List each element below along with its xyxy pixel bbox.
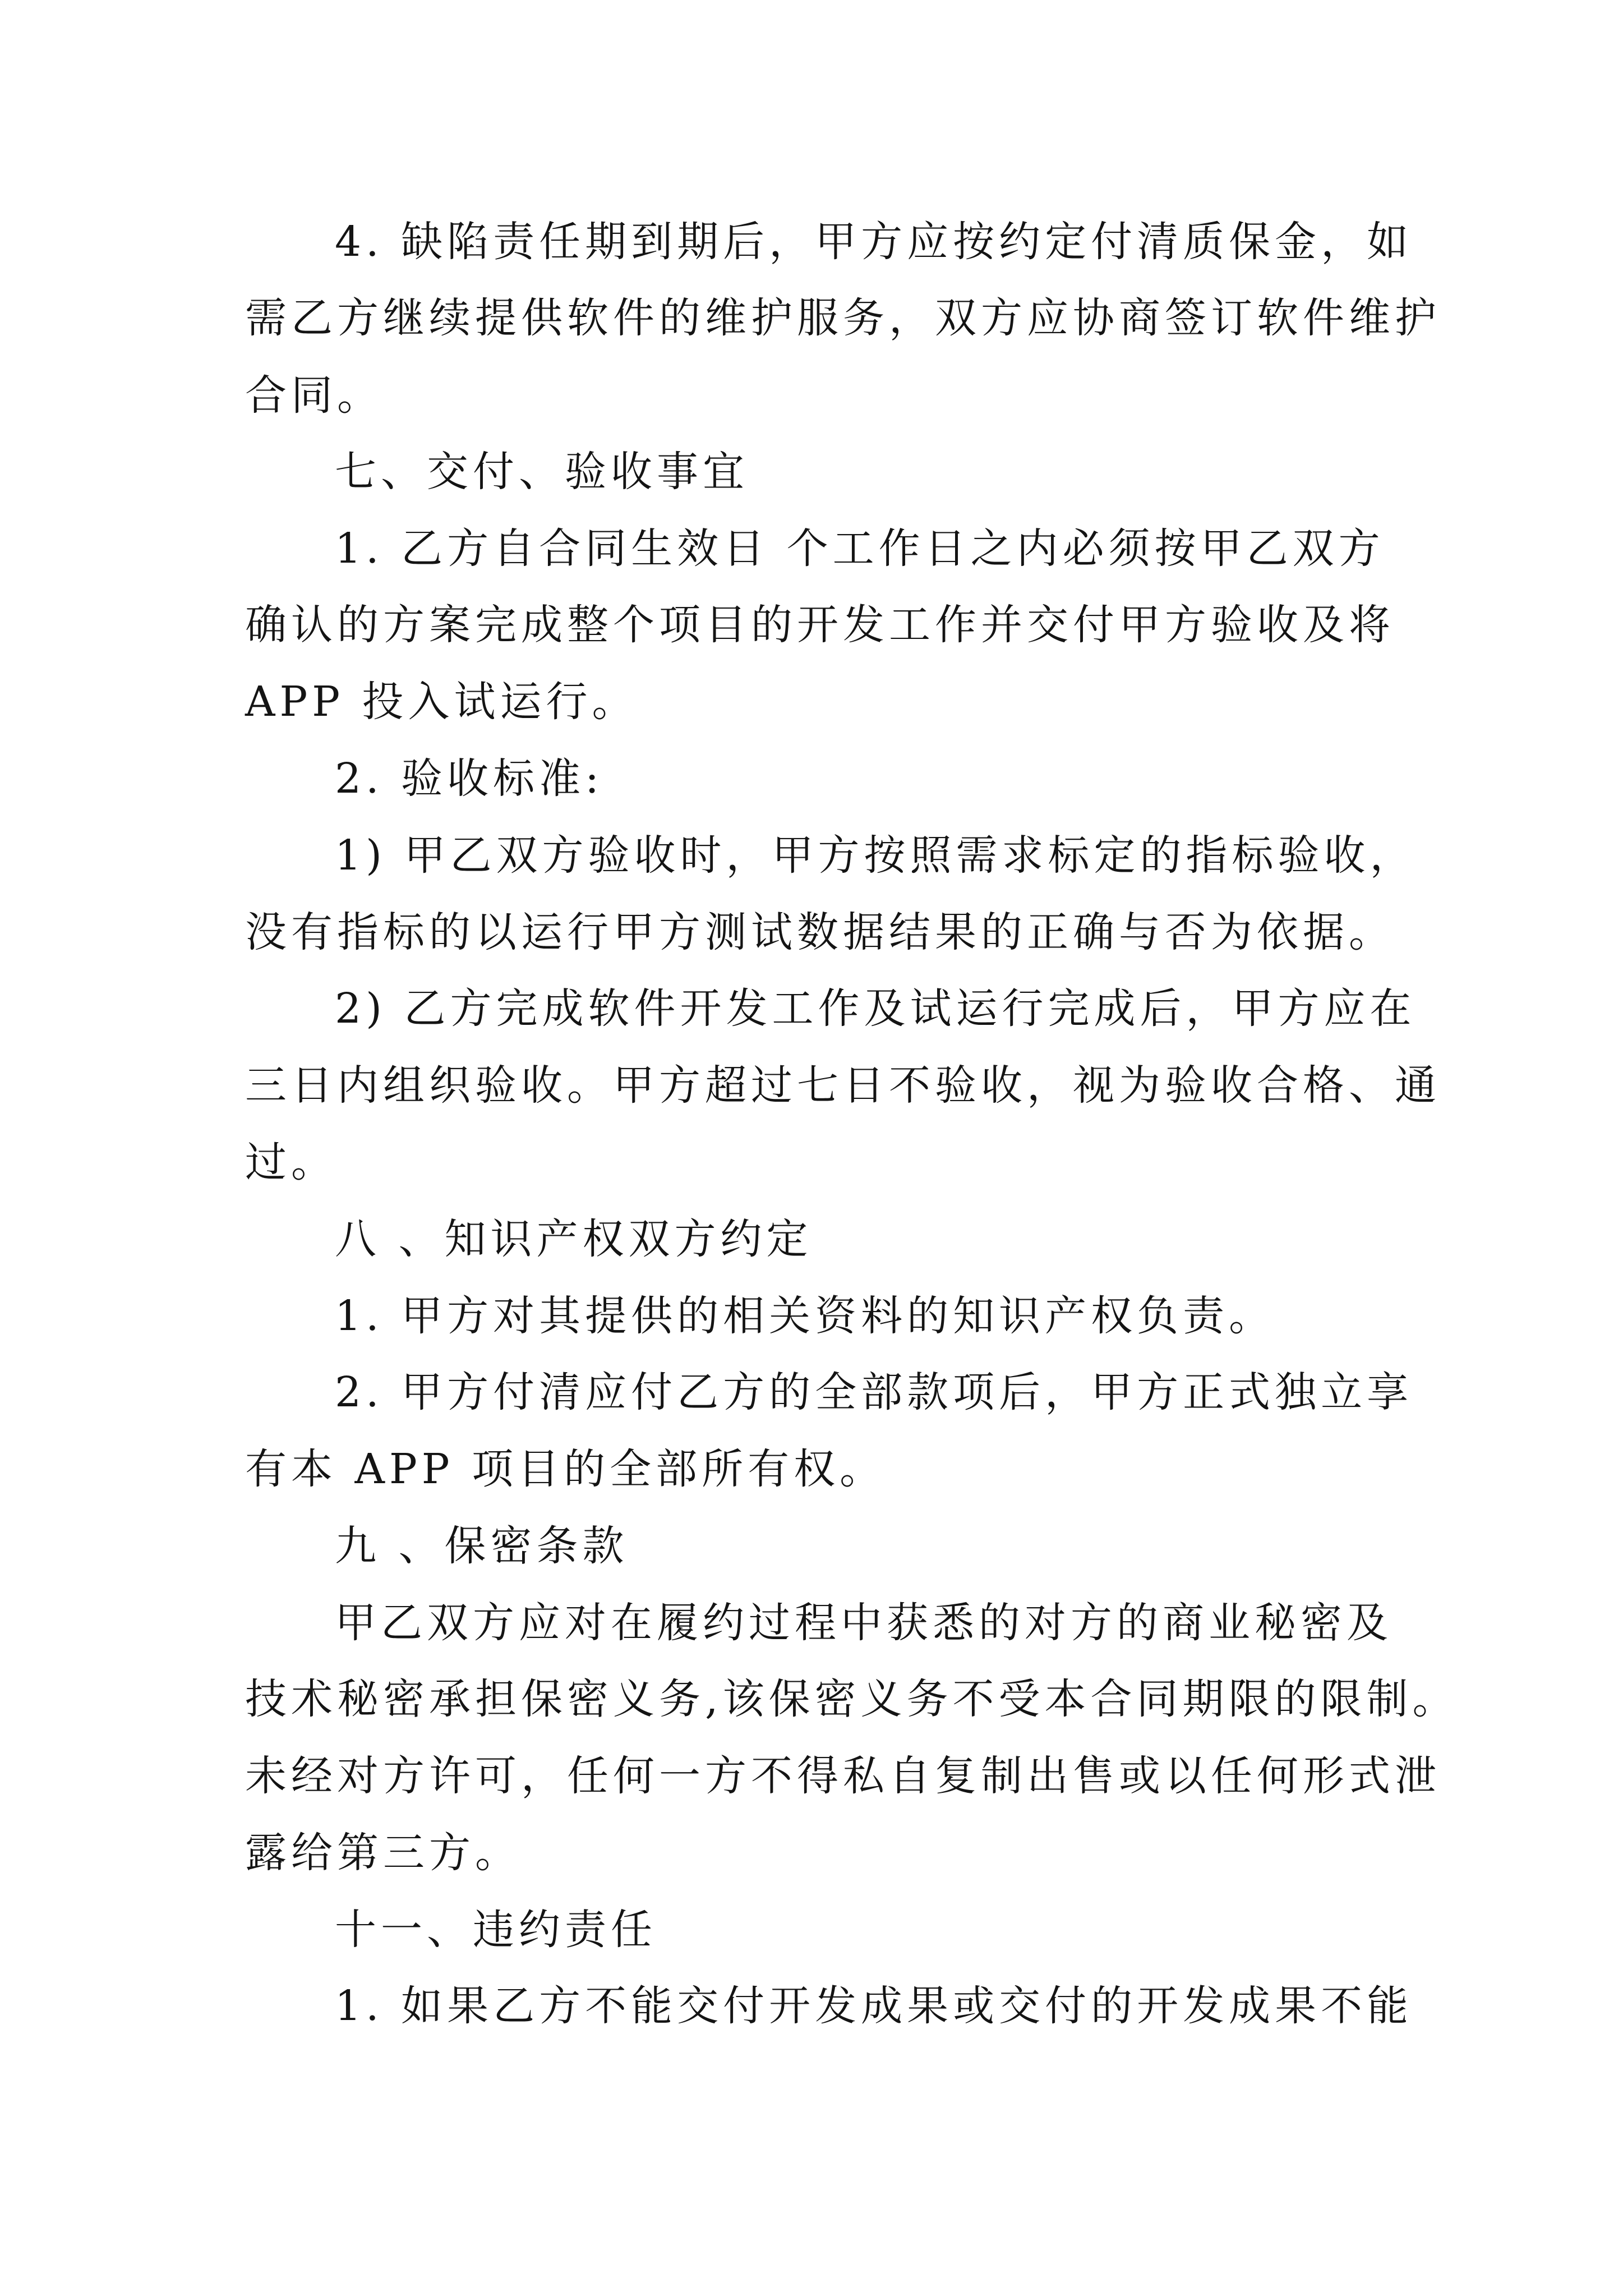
section-8-item-2-line-1: 2. 甲方付清应付乙方的全部款项后，甲方正式独立享 (335, 1368, 1413, 1416)
section-9-paragraph-line-1: 甲乙双方应对在履约过程中获悉的对方的商业秘密及 (335, 1599, 1393, 1647)
section-11-item-1-line-1: 1. 如果乙方不能交付开发成果或交付的开发成果不能 (335, 1982, 1413, 2030)
section-7-item-1-line-1: 1. 乙方自合同生效日 个工作日之内必须按甲乙双方 (335, 524, 1385, 573)
section-7-heading: 七、交付、验收事宜 (335, 448, 749, 496)
section-7-item-2-1-line-1: 1) 甲乙双方验收时，甲方按照需求标定的指标验收， (335, 831, 1416, 880)
section-9-paragraph-line-4: 露给第三方。 (245, 1829, 521, 1877)
section-9-paragraph-line-3: 未经对方许可，任何一方不得私自复制出售或以任何形式泄 (245, 1752, 1441, 1800)
section-7-item-1-line-2: 确认的方案完成整个项目的开发工作并交付甲方验收及将 (245, 601, 1395, 649)
section-7-item-2-2-line-1: 2) 乙方完成软件开发工作及试运行完成后，甲方应在 (335, 984, 1416, 1033)
section-7-item-2-1-line-2: 没有指标的以运行甲方测试数据结果的正确与否为依据。 (245, 908, 1395, 956)
section-8-heading: 八 、知识产权双方约定 (335, 1215, 813, 1263)
section-8-item-1: 1. 甲方对其提供的相关资料的知识产权负责。 (335, 1292, 1275, 1340)
section-8-item-2-line-2: 有本 APP 项目的全部所有权。 (245, 1445, 886, 1493)
section-11-heading: 十一、违约责任 (335, 1906, 657, 1954)
section-7-item-2-2-line-3: 过。 (245, 1138, 337, 1186)
paragraph-4-line-1: 4. 缺陷责任期到期后，甲方应按约定付清质保金，如 (335, 218, 1413, 266)
section-7-item-2: 2. 验收标准: (335, 754, 604, 803)
section-9-paragraph-line-2: 技术秘密承担保密义务,该保密义务不受本合同期限的限制。 (245, 1675, 1459, 1723)
section-7-item-2-2-line-2: 三日内组织验收。甲方超过七日不验收，视为验收合格、通 (245, 1061, 1441, 1110)
paragraph-4-line-3: 合同。 (245, 371, 383, 420)
section-9-heading: 九 、保密条款 (335, 1522, 629, 1570)
paragraph-4-line-2: 需乙方继续提供软件的维护服务，双方应协商签订软件维护 (245, 294, 1441, 342)
section-7-item-1-line-3: APP 投入试运行。 (245, 678, 638, 726)
